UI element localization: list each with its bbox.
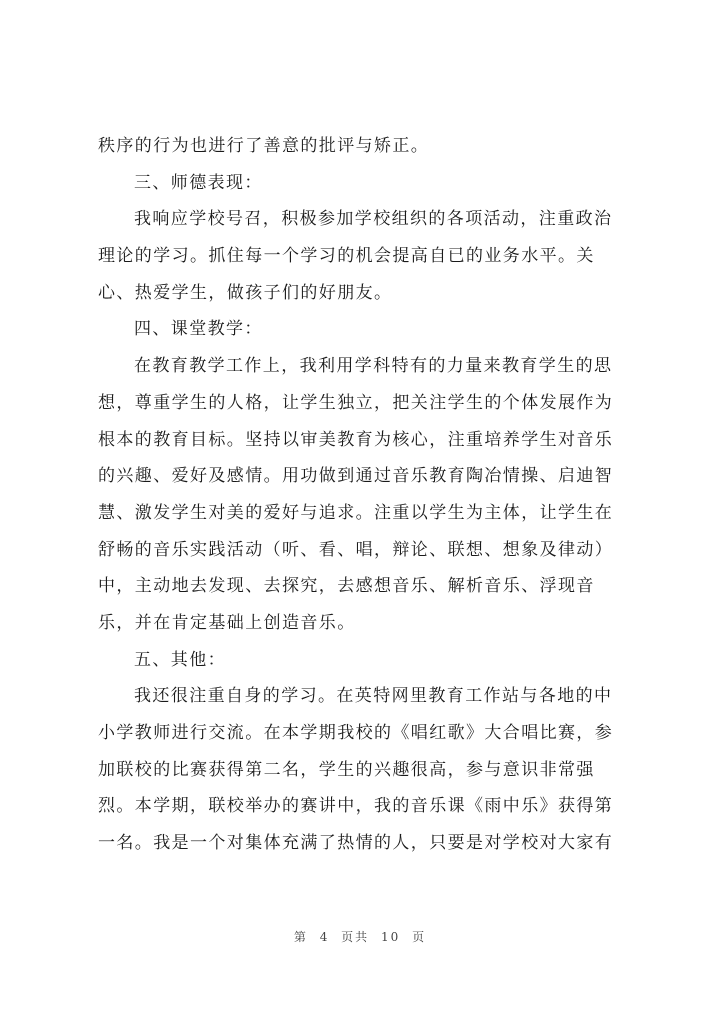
text-line: 加联校的比赛获得第二名，学生的兴趣很高，参与意识非常强: [98, 759, 595, 780]
footer-middle: 页共: [341, 930, 370, 944]
footer-suffix: 页: [412, 930, 427, 944]
text-line: 我还很注重自身的学习。在英特网里教育工作站与各地的中: [134, 686, 613, 707]
footer-prefix: 第: [293, 930, 308, 944]
text-line: 舒畅的音乐实践活动（听、看、唱，辩论、联想、想象及律动）: [98, 539, 614, 560]
text-line: 在教育教学工作上，我利用学科特有的力量来教育学生的思: [134, 356, 613, 377]
text-line: 慧、激发学生对美的爱好与追求。注重以学生为主体，让学生在: [98, 502, 614, 523]
text-line: 乐，并在肯定基础上创造音乐。: [98, 612, 356, 633]
text-line: 小学教师进行交流。在本学期我校的《唱红歌》大合唱比赛，参: [98, 723, 614, 743]
section-heading: 三、师德表现：: [134, 172, 263, 193]
page-number-footer: [0, 928, 720, 945]
current-page-number: 4: [319, 930, 330, 944]
text-line: 想，尊重学生的人格，让学生独立，把关注学生的个体发展作为: [98, 392, 614, 413]
text-line: 理论的学习。抓住每一个学习的机会提高自已的业务水平。关: [98, 246, 595, 267]
text-line: 中，主动地去发现、去探究，去感想音乐、解析音乐、浮现音: [98, 576, 595, 597]
text-line: 根本的教育目标。坚持以审美教育为核心，注重培养学生对音乐: [98, 429, 614, 450]
text-line: 心、热爱学生，做孩子们的好朋友。: [98, 282, 393, 303]
total-pages-number: 10: [381, 930, 401, 944]
section-heading: 五、其他：: [134, 649, 226, 670]
document-body: [98, 128, 638, 862]
text-line: 烈。本学期，联校举办的赛讲中，我的音乐课《雨中乐》获得第: [98, 796, 614, 817]
section-heading: 四、课堂教学：: [134, 319, 263, 340]
text-line: 我响应学校号召，积极参加学校组织的各项活动，注重政治: [134, 209, 613, 230]
text-line: 的兴趣、爱好及感情。用功做到通过音乐教育陶冶情操、启迪智: [98, 466, 614, 487]
text-line: 秩序的行为也进行了善意的批评与矫正。: [98, 136, 430, 156]
text-line: 一名。我是一个对集体充满了热情的人，只要是对学校对大家有: [98, 833, 614, 854]
